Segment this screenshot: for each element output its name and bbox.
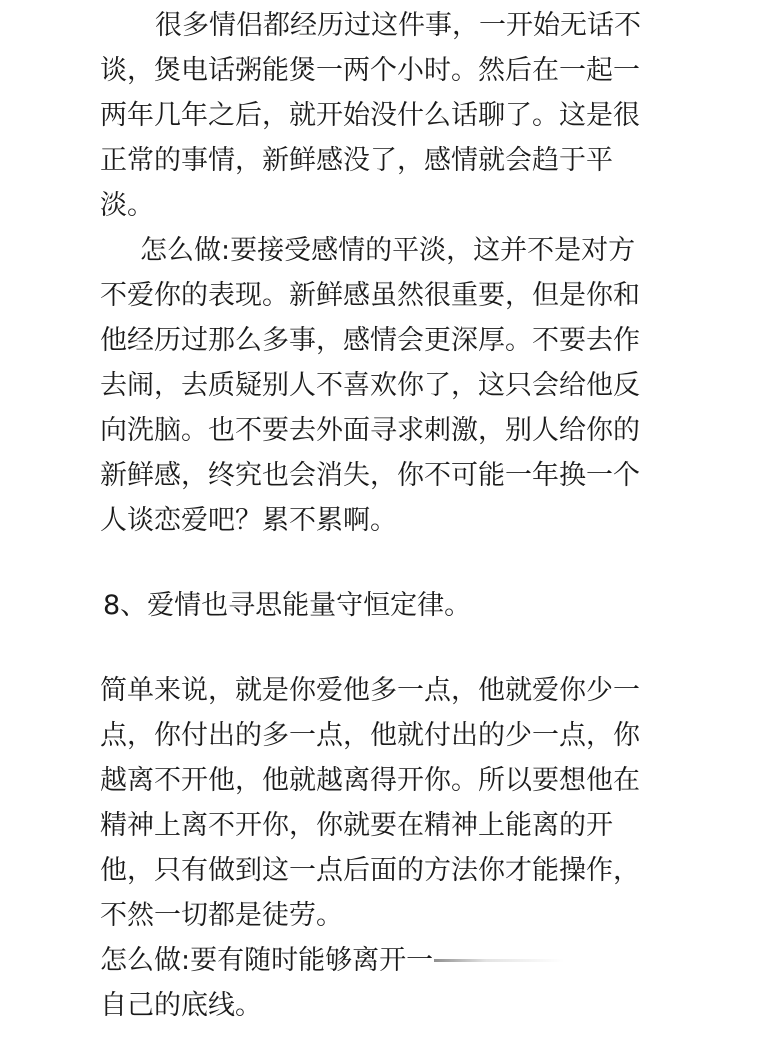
text-line: 怎么做:要接受感情的平淡，这并不是对方: [140, 235, 636, 266]
text-line: 简单来说，就是你爱他多一点，他就爱你少一: [100, 675, 640, 706]
section-heading-text: 8、爱情也寻思能量守恒定律。: [103, 590, 472, 621]
text-line: 向洗脑。也不要去外面寻求刺激，别人给你的: [100, 415, 640, 446]
text-line: 淡。: [100, 190, 154, 221]
text-line: 谈，煲电话粥能煲一两个小时。然后在一起一: [100, 55, 640, 86]
text-line: 点，你付出的多一点，他就付出的少一点，你: [100, 720, 640, 751]
text-line: 去闹，去质疑别人不喜欢你了，这只会给他反: [100, 370, 640, 401]
text-line: 自己的底线。: [100, 990, 262, 1021]
text-line: 他，只有做到这一点后面的方法你才能操作，: [100, 855, 640, 886]
text-line: 精神上离不开你，你就要在精神上能离的开: [100, 810, 613, 841]
section-heading: [100, 583, 760, 628]
paragraph-advice: [100, 228, 760, 543]
text-line: 越离不开他，他就越离得开你。所以要想他在: [100, 765, 640, 796]
text-line: 人谈恋爱吧？累不累啊。: [100, 505, 397, 536]
paragraph-intro: [100, 3, 760, 228]
text-fade-overlay: [434, 959, 564, 962]
text-line: 两年几年之后，就开始没什么话聊了。这是很: [100, 100, 640, 131]
text-line: 他经历过那么多事，感情会更深厚。不要去作: [100, 325, 640, 356]
text-line: 不爱你的表现。新鲜感虽然很重要，但是你和: [100, 280, 640, 311]
text-line: 正常的事情，新鲜感没了，感情就会趋于平: [100, 145, 613, 176]
text-line: 很多情侣都经历过这件事，一开始无话不: [155, 10, 641, 41]
text-line: 新鲜感，终究也会消失，你不可能一年换一个: [100, 460, 640, 491]
text-line: 怎么做:要有随时能够离开一: [100, 945, 434, 976]
text-line: 不然一切都是徒劳。: [100, 900, 343, 931]
paragraph-energy-law: [100, 668, 760, 1028]
